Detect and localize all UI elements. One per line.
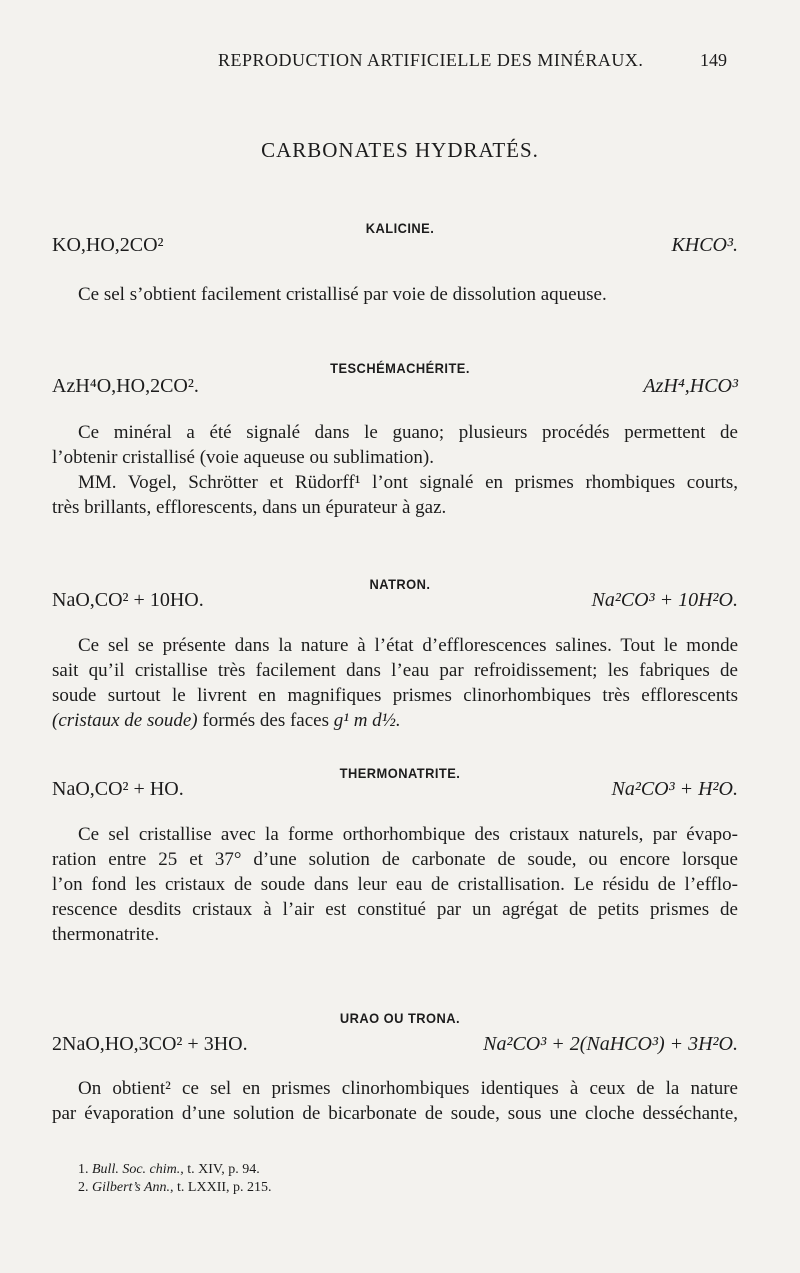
mineral-name-urao-trona: URAO OU TRONA. (339, 1010, 461, 1026)
italic-term: (cristaux de soude) (52, 710, 198, 731)
text-line: On obtient² ce sel en prismes clinorhombiques identiques à ceux de la nature (78, 1078, 738, 1099)
text-line: rescence desdits cristaux à l’air est constitué par un agrégat de petits prismes de (52, 899, 738, 920)
footnote-source: Bull. Soc. chim. (92, 1162, 181, 1177)
footnote-number: 1. (78, 1162, 89, 1177)
paragraph-teschemacherite-1 (52, 420, 738, 470)
mineral-name-natron: NATRON. (369, 576, 431, 592)
text-line: ration entre 25 et 37° d’une solution de carbonate de soude, ou encore lorsque (52, 849, 738, 870)
footnote-ref: , t. XIV, p. 94. (180, 1162, 260, 1177)
crystal-faces: g¹ m d½. (333, 710, 401, 731)
formula-trona-atomic: Na²CO³ + 2(NaHCO³) + 3H²O. (483, 1033, 738, 1055)
formula-teschemacherite-equivalent: AzH⁴O,HO,2CO². (52, 375, 199, 397)
footnote-ref: , t. LXXII, p. 215. (170, 1180, 272, 1195)
paragraph-trona (52, 1076, 738, 1126)
text-line: Ce sel s’obtient facilement cristallisé par voie de dissolution aqueuse. (78, 284, 607, 305)
text-line: très brillants, efflorescents, dans un épurateur à gaz. (52, 497, 447, 518)
text-line: par évaporation d’une solution de bicarbonate de soude, sous une cloche desséchante, (52, 1103, 738, 1124)
text-line: thermonatrite. (52, 924, 160, 945)
footnote (78, 1161, 272, 1179)
text-line: Ce sel se présente dans la nature à l’état d’efflorescences salines. Tout le monde (78, 635, 738, 656)
running-head (0, 50, 800, 78)
paragraph-teschemacherite-2 (52, 470, 738, 520)
text-line: sait qu’il cristallise très facilement dans l’eau par refroidissement; les fabriques de (52, 660, 738, 681)
mineral-name-thermonatrite: THERMONATRITE. (339, 765, 461, 781)
footnote-source: Gilbert’s Ann. (92, 1180, 171, 1195)
running-title: REPRODUCTION ARTIFICIELLE DES MINÉRAUX. (218, 50, 644, 70)
page-number: 149 (700, 50, 727, 70)
text-line: soude surtout le livrent en magnifiques prismes clinorhombiques très efflorescents (52, 685, 738, 706)
paragraph-thermonatrite (52, 822, 738, 947)
mineral-name-kalicine: KALICINE. (365, 220, 435, 236)
formula-trona-equivalent: 2NaO,HO,3CO² + 3HO. (52, 1033, 248, 1055)
formula-kalicine-equivalent: KO,HO,2CO² (52, 234, 164, 256)
text-fragment: formés des faces (202, 710, 329, 731)
text-line: MM. Vogel, Schrötter et Rüdorff¹ l’ont signalé en prismes rhombiques courts, (78, 472, 738, 493)
footnote-number: 2. (78, 1180, 89, 1195)
footnote (78, 1179, 272, 1197)
formula-teschemacherite-atomic: AzH⁴,HCO³ (643, 375, 738, 397)
paragraph-natron (52, 633, 738, 733)
section-title: CARBONATES HYDRATÉS. (261, 138, 539, 162)
mineral-name-teschemacherite: TESCHÉMACHÉRITE. (330, 360, 470, 376)
formula-thermonatrite-atomic: Na²CO³ + H²O. (611, 778, 738, 800)
text-line: Ce minéral a été signalé dans le guano; plusieurs procédés permettent de (78, 422, 738, 443)
paragraph-kalicine (52, 282, 738, 307)
text-line: Ce sel cristallise avec la forme orthorhombique des cristaux naturels, par évapo- (78, 824, 738, 845)
formula-thermonatrite-equivalent: NaO,CO² + HO. (52, 778, 184, 800)
formula-kalicine-atomic: KHCO³. (671, 234, 738, 256)
text-line (52, 708, 738, 733)
formula-natron-atomic: Na²CO³ + 10H²O. (591, 589, 738, 611)
text-line: l’obtenir cristallisé (voie aqueuse ou sublimation). (52, 447, 435, 468)
footnotes (78, 1161, 272, 1197)
formula-natron-equivalent: NaO,CO² + 10HO. (52, 589, 204, 611)
text-line: l’on fond les cristaux de soude dans leur eau de cristallisation. Le résidu de l’efflo- (52, 874, 738, 895)
